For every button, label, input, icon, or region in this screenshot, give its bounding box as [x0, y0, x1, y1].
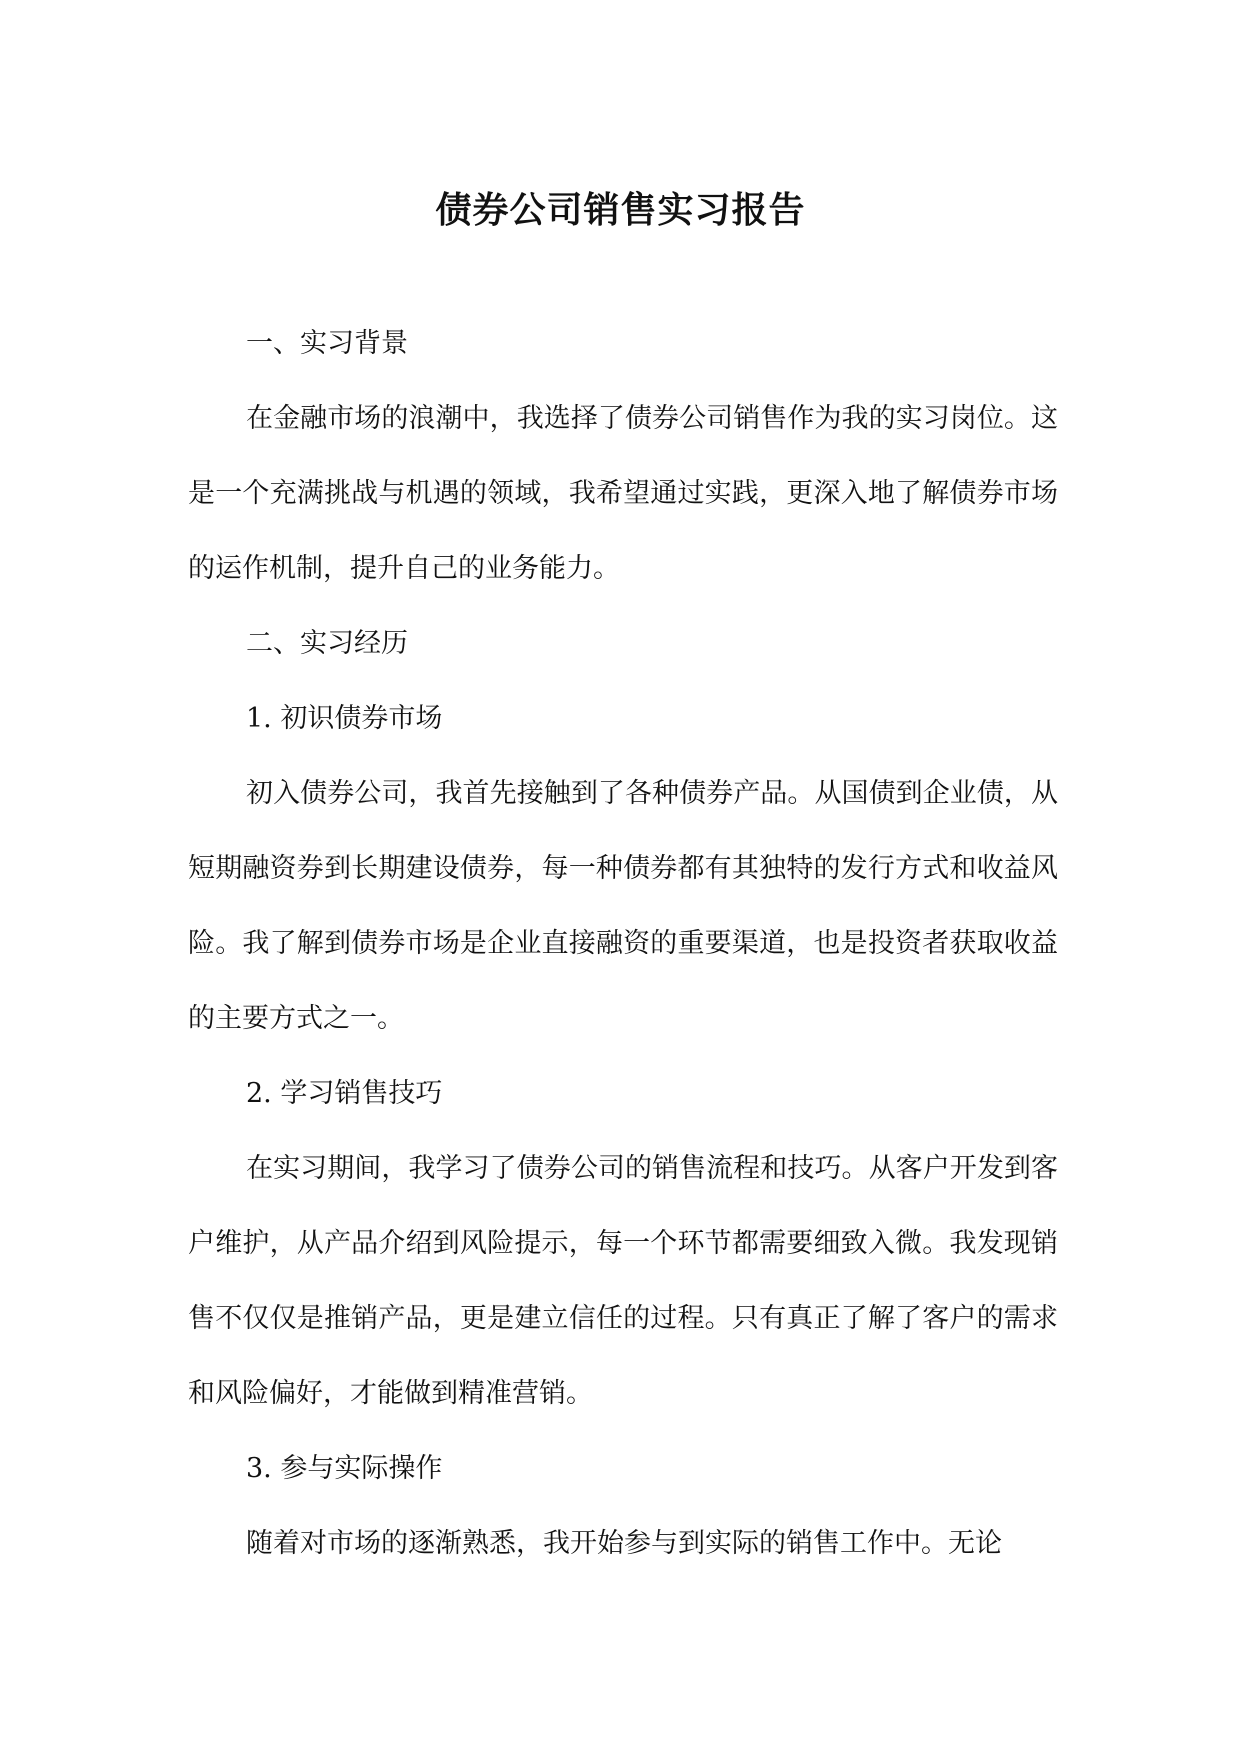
paragraph-background: 在金融市场的浪潮中，我选择了债券公司销售作为我的实习岗位。这是一个充满挑战与机遇的领域，我希望通过实践，更深入地了解债券市场的运作机制，提升自己的业务能力。: [188, 403, 1058, 584]
subheading-market: 1. 初识债券市场: [246, 703, 443, 734]
section-heading-background: 一、实习背景: [246, 328, 408, 359]
subheading-practice: 3. 参与实际操作: [246, 1453, 443, 1484]
paragraph-practice: 随着对市场的逐渐熟悉，我开始参与到实际的销售工作中。无论: [246, 1528, 1002, 1559]
paragraph-sales-skills: 在实习期间，我学习了债券公司的销售流程和技巧。从客户开发到客户维护，从产品介绍到风险提示，每一个环节都需要细致入微。我发现销售不仅仅是推销产品，更是建立信任的过程。只有真正了解了客户的需求和风险偏好，才能做到精准营销。: [188, 1153, 1058, 1409]
document-body: [188, 306, 1058, 1581]
paragraph-market: 初入债券公司，我首先接触到了各种债券产品。从国债到企业债，从短期融资券到长期建设债券，每一种债券都有其独特的发行方式和收益风险。我了解到债券市场是企业直接融资的重要渠道，也是投资者获取收益的主要方式之一。: [188, 778, 1058, 1034]
document-title: 债券公司销售实习报告: [435, 189, 806, 231]
subheading-sales-skills: 2. 学习销售技巧: [246, 1078, 443, 1109]
section-heading-experience: 二、实习经历: [246, 628, 408, 659]
